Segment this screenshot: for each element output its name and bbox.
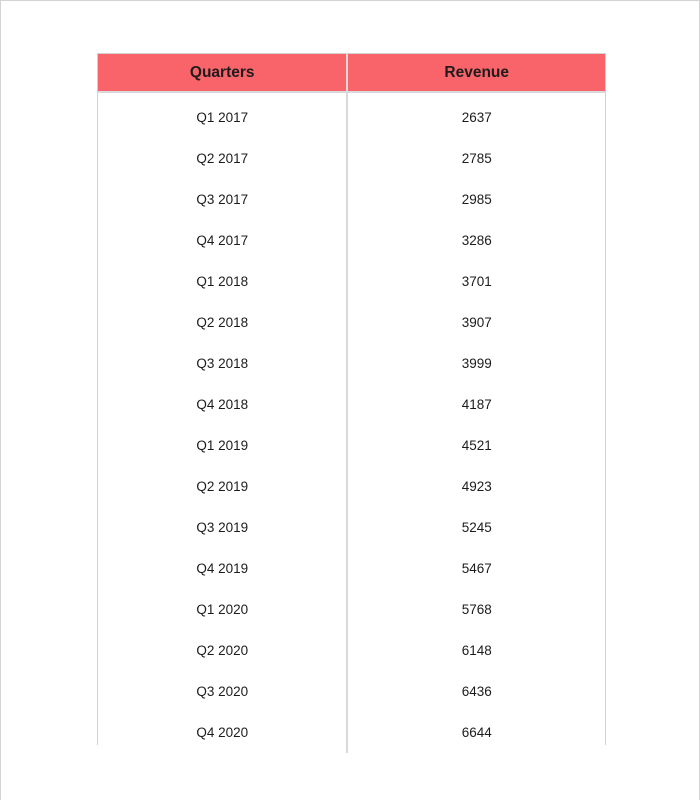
cell-revenue: 3907 xyxy=(347,302,605,343)
table-row[interactable] xyxy=(98,671,605,712)
cell-quarter: Q1 2018 xyxy=(98,261,347,302)
table-row[interactable] xyxy=(98,630,605,671)
table-row[interactable] xyxy=(98,220,605,261)
cell-quarter: Q4 2018 xyxy=(98,384,347,425)
cell-quarter: Q4 2019 xyxy=(98,548,347,589)
cell-revenue: 2637 xyxy=(347,92,605,138)
cell-revenue: 3999 xyxy=(347,343,605,384)
cell-quarter: Q2 2018 xyxy=(98,302,347,343)
table-header-row xyxy=(98,54,605,92)
table-row[interactable] xyxy=(98,466,605,507)
cell-quarter: Q1 2017 xyxy=(98,92,347,138)
table-row[interactable] xyxy=(98,261,605,302)
table-row[interactable] xyxy=(98,302,605,343)
table-row[interactable] xyxy=(98,589,605,630)
column-header-quarters[interactable]: Quarters xyxy=(98,54,347,92)
cell-quarter: Q3 2017 xyxy=(98,179,347,220)
cell-revenue: 4923 xyxy=(347,466,605,507)
cell-quarter: Q1 2019 xyxy=(98,425,347,466)
table-row[interactable] xyxy=(98,425,605,466)
cell-revenue: 4521 xyxy=(347,425,605,466)
column-header-revenue[interactable]: Revenue xyxy=(347,54,605,92)
table-header xyxy=(98,54,605,92)
cell-quarter: Q3 2019 xyxy=(98,507,347,548)
cell-quarter: Q3 2020 xyxy=(98,671,347,712)
table-row[interactable] xyxy=(98,384,605,425)
cell-revenue: 5467 xyxy=(347,548,605,589)
cell-quarter: Q1 2020 xyxy=(98,589,347,630)
cell-quarter: Q4 2017 xyxy=(98,220,347,261)
table-row[interactable] xyxy=(98,548,605,589)
table-row[interactable] xyxy=(98,343,605,384)
table-row[interactable] xyxy=(98,92,605,138)
cell-quarter: Q2 2017 xyxy=(98,138,347,179)
cell-revenue: 4187 xyxy=(347,384,605,425)
table-row[interactable] xyxy=(98,507,605,548)
cell-quarter: Q4 2020 xyxy=(98,712,347,753)
cell-revenue: 3701 xyxy=(347,261,605,302)
cell-revenue: 2985 xyxy=(347,179,605,220)
cell-quarter: Q2 2019 xyxy=(98,466,347,507)
cell-revenue: 6148 xyxy=(347,630,605,671)
cell-revenue: 6644 xyxy=(347,712,605,753)
table-row[interactable] xyxy=(98,712,605,753)
table-row[interactable] xyxy=(98,138,605,179)
cell-revenue: 5768 xyxy=(347,589,605,630)
cell-revenue: 5245 xyxy=(347,507,605,548)
cell-revenue: 3286 xyxy=(347,220,605,261)
cell-revenue: 6436 xyxy=(347,671,605,712)
cell-quarter: Q3 2018 xyxy=(98,343,347,384)
cell-quarter: Q2 2020 xyxy=(98,630,347,671)
cell-revenue: 2785 xyxy=(347,138,605,179)
revenue-table xyxy=(98,54,605,753)
table-row[interactable] xyxy=(98,179,605,220)
revenue-table-container xyxy=(97,53,606,745)
table-body xyxy=(98,92,605,753)
